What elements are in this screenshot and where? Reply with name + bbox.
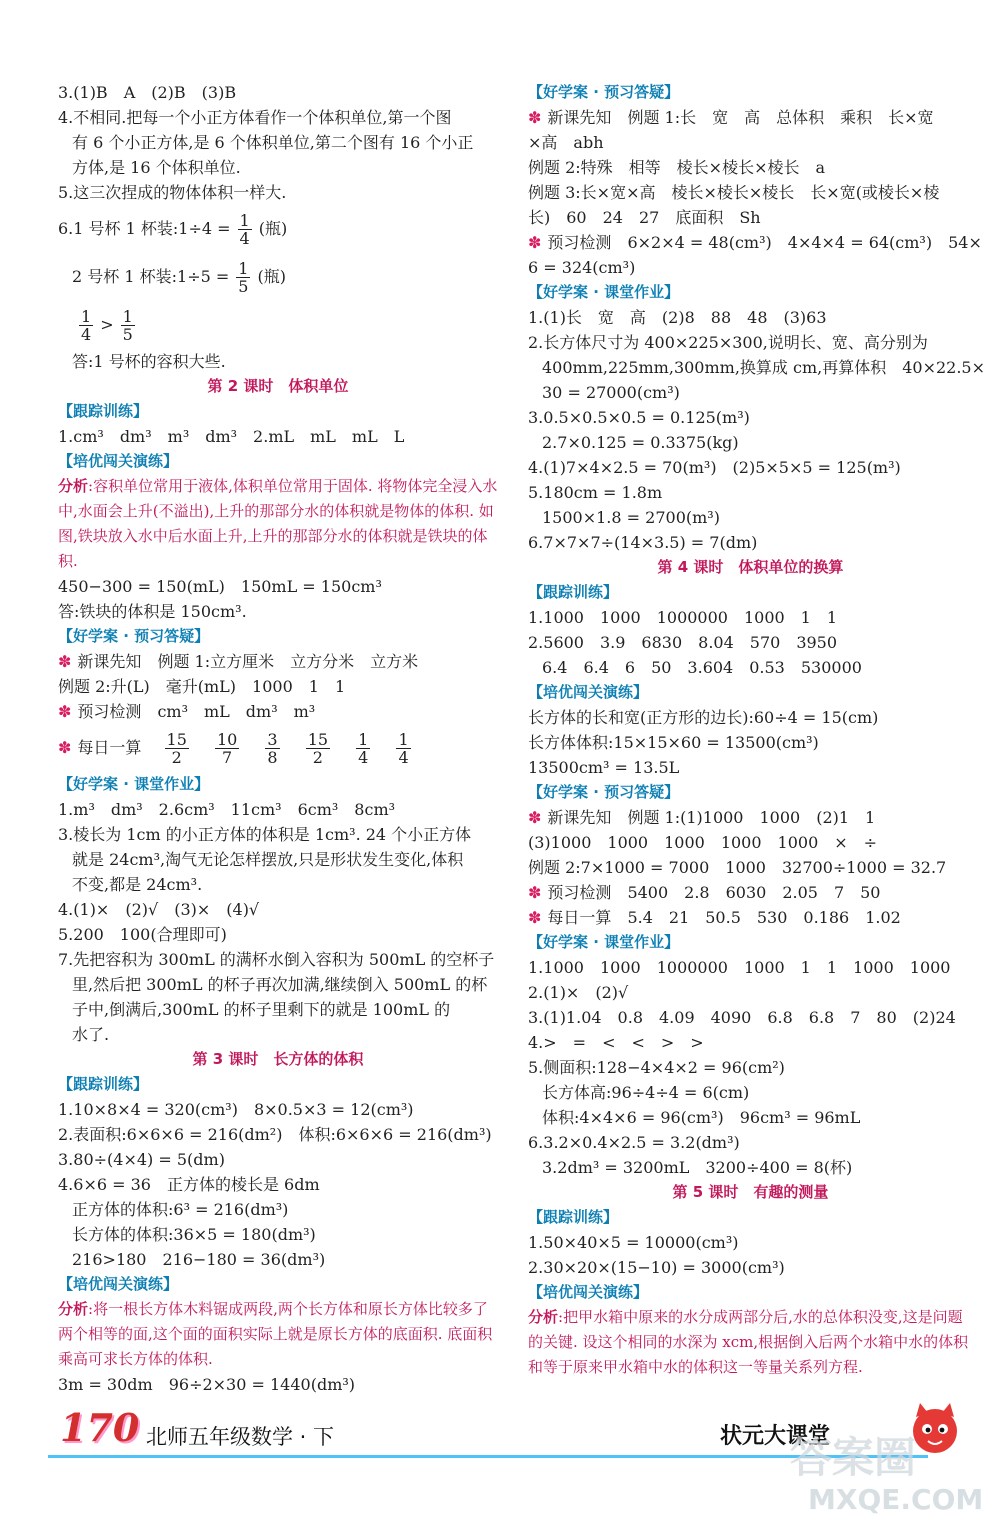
subsection-label: 新课先知 [547,108,612,127]
denominator: 8 [267,748,278,767]
fraction [265,731,279,766]
answer-line: 2.(1)× (2)√ [528,983,629,1002]
answer-line: 方体,是 16 个体积单位. [72,158,241,177]
answer-line: 2.长方体尺寸为 400×225×300,说明长、宽、高分别为 [528,333,928,352]
answer-line-fraction [58,253,498,301]
comparison-sign: > [100,315,114,334]
flower-icon: ✽ [528,233,542,252]
answer-line: 6.7×7×7÷(14×3.5) = 7(dm) [528,533,758,552]
lesson-heading: 第 4 课时 体积单位的换算 [657,558,844,576]
answer-line: 水了. [72,1025,110,1044]
answer-line: 长方体高:96÷4÷4 = 6(cm) [542,1083,750,1102]
answer-text: 6×2×4 = 48(cm³) 4×4×4 = 64(cm³) 54× [627,233,982,252]
section-heading: 【好学案 · 课堂作业】 [58,775,210,793]
answer-line: 2.表面积:6×6×6 = 216(dm²) 体积:6×6×6 = 216(dm³) [58,1125,492,1144]
answer-line: 例题 2:特殊 相等 棱长×棱长×棱长 a [528,158,826,177]
answer-text: cm³ mL dm³ m³ [157,702,316,721]
numerator: 3 [267,730,278,749]
section-heading: 【好学案 · 预习答疑】 [528,83,680,101]
fraction [165,731,189,766]
answer-line: 长) 60 24 27 底面积 Sh [528,208,761,227]
answer-line: 7.先把容积为 300mL 的满杯水倒入容积为 500mL 的空杯子 [58,950,495,969]
answer-line: 里,然后把 300mL 的杯子再次加满,继续倒入 500mL 的杯 [72,975,488,994]
fraction [238,212,252,247]
answer-line: 长方体的体积:36×5 = 180(dm³) [72,1225,316,1244]
answer-line: 3.80÷(4×4) = 5(dm) [58,1150,225,1169]
page-number: 170 [60,1405,140,1450]
answer-line: 450−300 = 150(mL) 150mL = 150cm³ [58,577,382,596]
answer-line: 3.(1)1.04 0.8 4.09 4090 6.8 6.8 7 80 (2)24 [528,1008,956,1027]
mascot-icon [900,1399,970,1463]
right-column [528,80,986,1380]
answer-line [528,805,973,830]
answer-line: 答:1 号杯的容积大些. [72,352,226,371]
analysis-label: 分析 [528,1308,559,1326]
answer-line: 2.5600 3.9 6830 8.04 570 3950 [528,633,838,652]
answer-line: 有 6 个小正方体,是 6 个体积单位,第二个图有 16 个小正 [72,133,474,152]
answer-line: 1.1000 1000 1000000 1000 1 1 [528,608,838,627]
analysis-label: 分析 [58,1300,89,1318]
answer-line: 不变,都是 24cm³. [72,875,203,894]
section-heading: 【跟踪训练】 [58,1075,149,1093]
section-heading: 【跟踪训练】 [528,583,619,601]
answer-line: 就是 24cm³,淘气无论怎样摆放,只是形状发生变化,体积 [72,850,464,869]
denominator: 5 [238,277,249,296]
flower-icon: ✽ [58,738,72,757]
answer-line: 6.4 6.4 6 50 3.604 0.53 530000 [542,658,862,677]
flower-icon: ✽ [528,908,542,927]
analysis-text: :将一根长方体木料锯成两段,两个长方体和原长方体比较多了两个相等的面,这个面的面积实际上就是原长方体的底面积. 底面积乘高可求长方体的体积. [58,1300,493,1368]
section-heading: 【跟踪训练】 [58,402,149,420]
numerator: 15 [166,730,187,749]
analysis-label: 分析 [58,477,89,495]
answer-line: 3.2dm³ = 3200mL 3200÷400 = 8(杯) [542,1158,853,1177]
denominator: 2 [171,748,182,767]
answer-line: 例题 3:长×宽×高 棱长×棱长×棱长 长×宽(或棱长×棱 [528,183,940,202]
denominator: 4 [239,229,250,248]
numerator: 10 [216,730,238,749]
flower-icon: ✽ [528,108,542,127]
answer-line-fraction [58,205,498,253]
answer-line: ×高 abh [528,133,604,152]
denominator: 2 [312,748,323,767]
answer-line: 1.(1)长 宽 高 (2)8 88 48 (3)63 [528,308,827,327]
denominator: 5 [122,325,133,344]
answer-line: 3m = 30dm 96÷2×30 = 1440(dm³) [58,1375,356,1394]
answer-line [528,905,973,930]
answer-line: 4.不相同.把每一个小正方体看作一个体积单位,第一个图 [58,108,452,127]
section-heading: 【培优闯关演练】 [528,1283,649,1301]
fraction-suffix: (瓶) [258,219,288,238]
answer-line: 6 = 324(cm³) [528,258,636,277]
subsection-label: 预习检测 [547,883,612,902]
answer-line: 4.6×6 = 36 正方体的棱长是 6dm [58,1175,320,1194]
analysis-paragraph [528,1305,973,1380]
denominator: 4 [398,748,409,767]
section-heading: 【好学案 · 课堂作业】 [528,933,680,951]
denominator: 4 [358,748,369,767]
analysis-paragraph [58,1297,498,1372]
lesson-heading: 第 2 课时 体积单位 [207,377,349,395]
left-column [58,80,498,1397]
section-heading: 【好学案 · 预习答疑】 [528,783,680,801]
watermark: 答案圈 [790,1433,917,1482]
numerator: 1 [122,307,133,326]
flower-icon: ✽ [528,808,542,827]
answer-line: 例题 2:升(L) 毫升(mL) 1000 1 1 [58,677,346,696]
answer-line: 1.1000 1000 1000000 1000 1 1 1000 1000 [528,958,951,977]
answer-line: 5.这三次捏成的物体体积一样大. [58,183,287,202]
numerator: 1 [238,259,249,278]
numerator: 1 [398,730,409,749]
answer-line: 30 = 27000(cm³) [542,383,680,402]
watermark-url: MXQE.COM [808,1483,984,1516]
subsection-label: 预习检测 [77,702,142,721]
analysis-paragraph [58,474,498,574]
fraction [79,308,93,343]
answer-line [528,105,973,130]
answer-line: 长方体体积:15×15×60 = 13500(cm³) [528,733,819,752]
numerator: 15 [307,730,329,749]
answer-line: 体积:4×4×6 = 96(cm³) 96cm³ = 96mL [542,1108,861,1127]
fraction-prefix: 6.1 号杯 1 杯装:1÷4 = [58,219,231,238]
answer-line: 2.7×0.125 = 0.3375(kg) [542,433,739,452]
answer-line: 长方体的长和宽(正方形的边长):60÷4 = 15(cm) [528,708,879,727]
flower-icon: ✽ [528,883,542,902]
answer-line-fractions [58,724,498,772]
section-heading: 【跟踪训练】 [528,1208,619,1226]
answer-line: 5.180cm = 1.8m [528,483,663,502]
answer-line: 例题 2:7×1000 = 7000 1000 32700÷1000 = 32.7 [528,858,947,877]
answer-text: 例题 1:长 宽 高 总体积 乘积 长×宽 [627,108,934,127]
answer-line: 4.(1)7×4×2.5 = 70(m³) (2)5×5×5 = 125(m³) [528,458,901,477]
fraction-prefix: 2 号杯 1 杯装:1÷5 = [72,267,230,286]
answer-line: 3.棱长为 1cm 的小正方体的体积是 1cm³. 24 个小正方体 [58,825,472,844]
denominator: 4 [81,325,92,344]
page-footer [0,1405,1000,1522]
answer-line: 5.侧面积:128−4×4×2 = 96(cm²) [528,1058,785,1077]
subsection-label: 新课先知 [77,652,142,671]
fraction [396,731,410,766]
book-title: 北师五年级数学 · 下 [146,1425,335,1449]
answer-text: 5.4 21 50.5 530 0.186 1.02 [627,908,901,927]
flower-icon: ✽ [58,652,72,671]
brand-name: 状元大课堂 [720,1424,831,1449]
answer-line [528,230,982,255]
fraction [236,260,250,295]
answer-line: 答:铁块的体积是 150cm³. [58,602,247,621]
section-heading: 【培优闯关演练】 [58,1275,179,1293]
answer-line: 6.3.2×0.4×2.5 = 3.2(dm³) [528,1133,740,1152]
answer-line [58,649,498,674]
fraction [121,308,135,343]
subsection-label: 新课先知 [547,808,612,827]
answer-text: 例题 1:(1)1000 1000 (2)1 1 [627,808,876,827]
answer-line: 1.50×40×5 = 10000(cm³) [528,1233,739,1252]
answer-line: 4.> = < < > > [528,1033,704,1052]
numerator: 1 [239,211,250,230]
answer-line: 正方体的体积:6³ = 216(dm³) [72,1200,289,1219]
answer-line: 3.(1)B A (2)B (3)B [58,83,237,102]
flower-icon: ✽ [58,702,72,721]
answer-line: 子中,倒满后,300mL 的杯子里剩下的就是 100mL 的 [72,1000,451,1019]
answer-line: 1500×1.8 = 2700(m³) [542,508,720,527]
section-heading: 【培优闯关演练】 [58,452,179,470]
fraction-comparison [58,301,498,349]
answer-text: 例题 1:立方厘米 立方分米 立方米 [157,652,419,671]
fraction [215,731,239,766]
answer-line: 5.200 100(合理即可) [58,925,227,944]
answer-line: 13500cm³ = 13.5L [528,758,680,777]
answer-text: 5400 2.8 6030 2.05 7 50 [627,883,881,902]
section-heading: 【好学案 · 课堂作业】 [528,283,680,301]
section-heading: 【培优闯关演练】 [528,683,649,701]
analysis-text: :容积单位常用于液体,体积单位常用于固体. 将物体完全浸入水中,水面会上升(不溢出),上升的那部分水的体积就是物体的体积. 如图,铁块放入水中后水面上升,上升的那部分水的体积就是铁块的体积. [58,477,498,570]
numerator: 1 [81,307,92,326]
denominator: 7 [222,748,233,767]
answer-line [58,699,498,724]
answer-line: (3)1000 1000 1000 1000 1000 × ÷ [528,833,878,852]
subsection-label: 每日一算 [77,738,142,757]
answer-line: 216>180 216−180 = 36(dm³) [72,1250,326,1269]
lesson-heading: 第 3 课时 长方体的体积 [192,1050,364,1068]
answer-line: 1.10×8×4 = 320(cm³) 8×0.5×3 = 12(cm³) [58,1100,414,1119]
fraction [356,731,370,766]
answer-line: 2.30×20×(15−10) = 3000(cm³) [528,1258,785,1277]
subsection-label: 每日一算 [547,908,612,927]
answer-line: 1.cm³ dm³ m³ dm³ 2.mL mL mL L [58,427,405,446]
lesson-heading: 第 5 课时 有趣的测量 [672,1183,829,1201]
fraction-suffix: (瓶) [257,267,286,286]
numerator: 1 [358,730,369,749]
section-heading: 【好学案 · 预习答疑】 [58,627,210,645]
answer-line [528,880,973,905]
answer-line: 400mm,225mm,300mm,换算成 cm,再算体积 40×22.5× [542,358,986,377]
answer-line: 4.(1)× (2)√ (3)× (4)√ [58,900,260,919]
analysis-text: :把甲水箱中原来的水分成两部分后,水的总体积没变,这是问题的关键. 设这个相同的水深为 xcm,根据倒入后两个水箱中水的体积和等于原来甲水箱中水的体积这一等量关系列方程. [528,1308,969,1376]
fraction [306,731,330,766]
answer-line: 3.0.5×0.5×0.5 = 0.125(m³) [528,408,750,427]
subsection-label: 预习检测 [547,233,612,252]
answer-line: 1.m³ dm³ 2.6cm³ 11cm³ 6cm³ 8cm³ [58,800,396,819]
